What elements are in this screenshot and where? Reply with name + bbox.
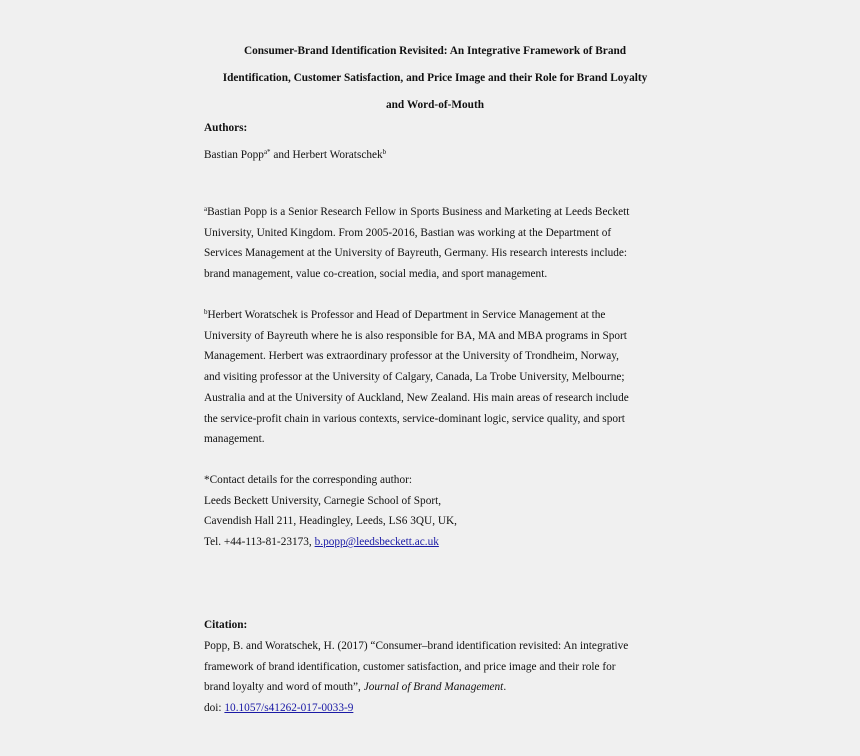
- paper-title: [204, 38, 666, 119]
- bio-b-line-7: management.: [204, 433, 265, 446]
- bio-popp: [204, 202, 674, 285]
- citation-line-3: brand loyalty and word of mouth”, Journal of Brand Management.: [204, 681, 507, 694]
- contact-block: [204, 470, 674, 553]
- bio-b-line-2: University of Bayreuth where he is also responsible for BA, MA and MBA programs in Sport: [204, 329, 627, 342]
- email-link[interactable]: b.popp@leedsbeckett.ac.uk: [314, 536, 439, 549]
- contact-line-3: Cavendish Hall 211, Headingley, Leeds, LS6 3QU, UK,: [204, 515, 457, 528]
- title-line-1: Consumer-Brand Identification Revisited: An Integrative Framework of Brand: [243, 45, 627, 57]
- citation-block: [204, 636, 674, 719]
- authors-line: [204, 149, 386, 161]
- citation-line-1: Popp, B. and Woratschek, H. (2017) “Consumer–brand identification revisited: An integrative: [204, 640, 629, 652]
- bio-a-line-2: University, United Kingdom. From 2005-2016, Bastian was working at the Department of: [204, 226, 612, 239]
- bio-a-line-1: $^a$Bastian Popp is a Senior Research Fellow in Sports Business and Marketing at Leeds Beckett: [204, 205, 630, 218]
- bio-a-line-4: brand management, value co-creation, social media, and sport management.: [204, 268, 548, 281]
- author-1: Bastian Popp: [204, 149, 264, 161]
- author-1-sup: a*: [263, 148, 271, 156]
- doi-label: doi:: [204, 702, 225, 715]
- authors-heading: Authors:: [204, 122, 248, 134]
- authors-and: and Herbert Woratschek: [270, 149, 383, 161]
- citation-line-2: framework of brand identification, customer satisfaction, and price image and their role for: [204, 660, 616, 673]
- bio-a-line-3: Services Management at the University of Bayreuth, Germany. His research interests include:: [204, 247, 628, 260]
- citation-heading: Citation:: [204, 619, 248, 631]
- journal-name: Journal of Brand Management: [363, 681, 504, 694]
- title-line-3: and Word-of-Mouth: [385, 99, 485, 111]
- author-2-sup: b: [382, 148, 387, 156]
- contact-line-2: Leeds Beckett University, Carnegie School of Sport,: [204, 494, 442, 507]
- bio-b-line-5: Australia and at the University of Auckland, New Zealand. His main areas of research include: [204, 391, 629, 404]
- bio-b-line-3: Management. Herbert was extraordinary professor at the University of Trondheim, Norway,: [204, 350, 619, 363]
- contact-line-1: *Contact details for the corresponding author:: [204, 474, 412, 486]
- bio-b-line-6: the service-profit chain in various contexts, service-dominant logic, service quality, and sport: [204, 412, 625, 425]
- title-line-2: Identification, Customer Satisfaction, and Price Image and their Role for Brand Loyalty: [222, 72, 648, 84]
- bio-b-line-4: and visiting professor at the University of Calgary, Canada, La Trobe University, Melbourne;: [204, 371, 625, 384]
- contact-tel: Tel. +44-113-81-23173,: [204, 536, 315, 549]
- bio-woratschek: [204, 305, 674, 450]
- citation-doi-line: [204, 698, 674, 719]
- bio-a-sup: a: [204, 205, 208, 213]
- doi-link[interactable]: 10.1057/s41262-017-0033-9: [224, 702, 354, 715]
- contact-tel-line: [204, 532, 674, 553]
- bio-b-line-1: $^b$Herbert Woratschek is Professor and Head of Department in Service Management at the: [204, 308, 606, 321]
- bio-b-sup: b: [204, 308, 208, 316]
